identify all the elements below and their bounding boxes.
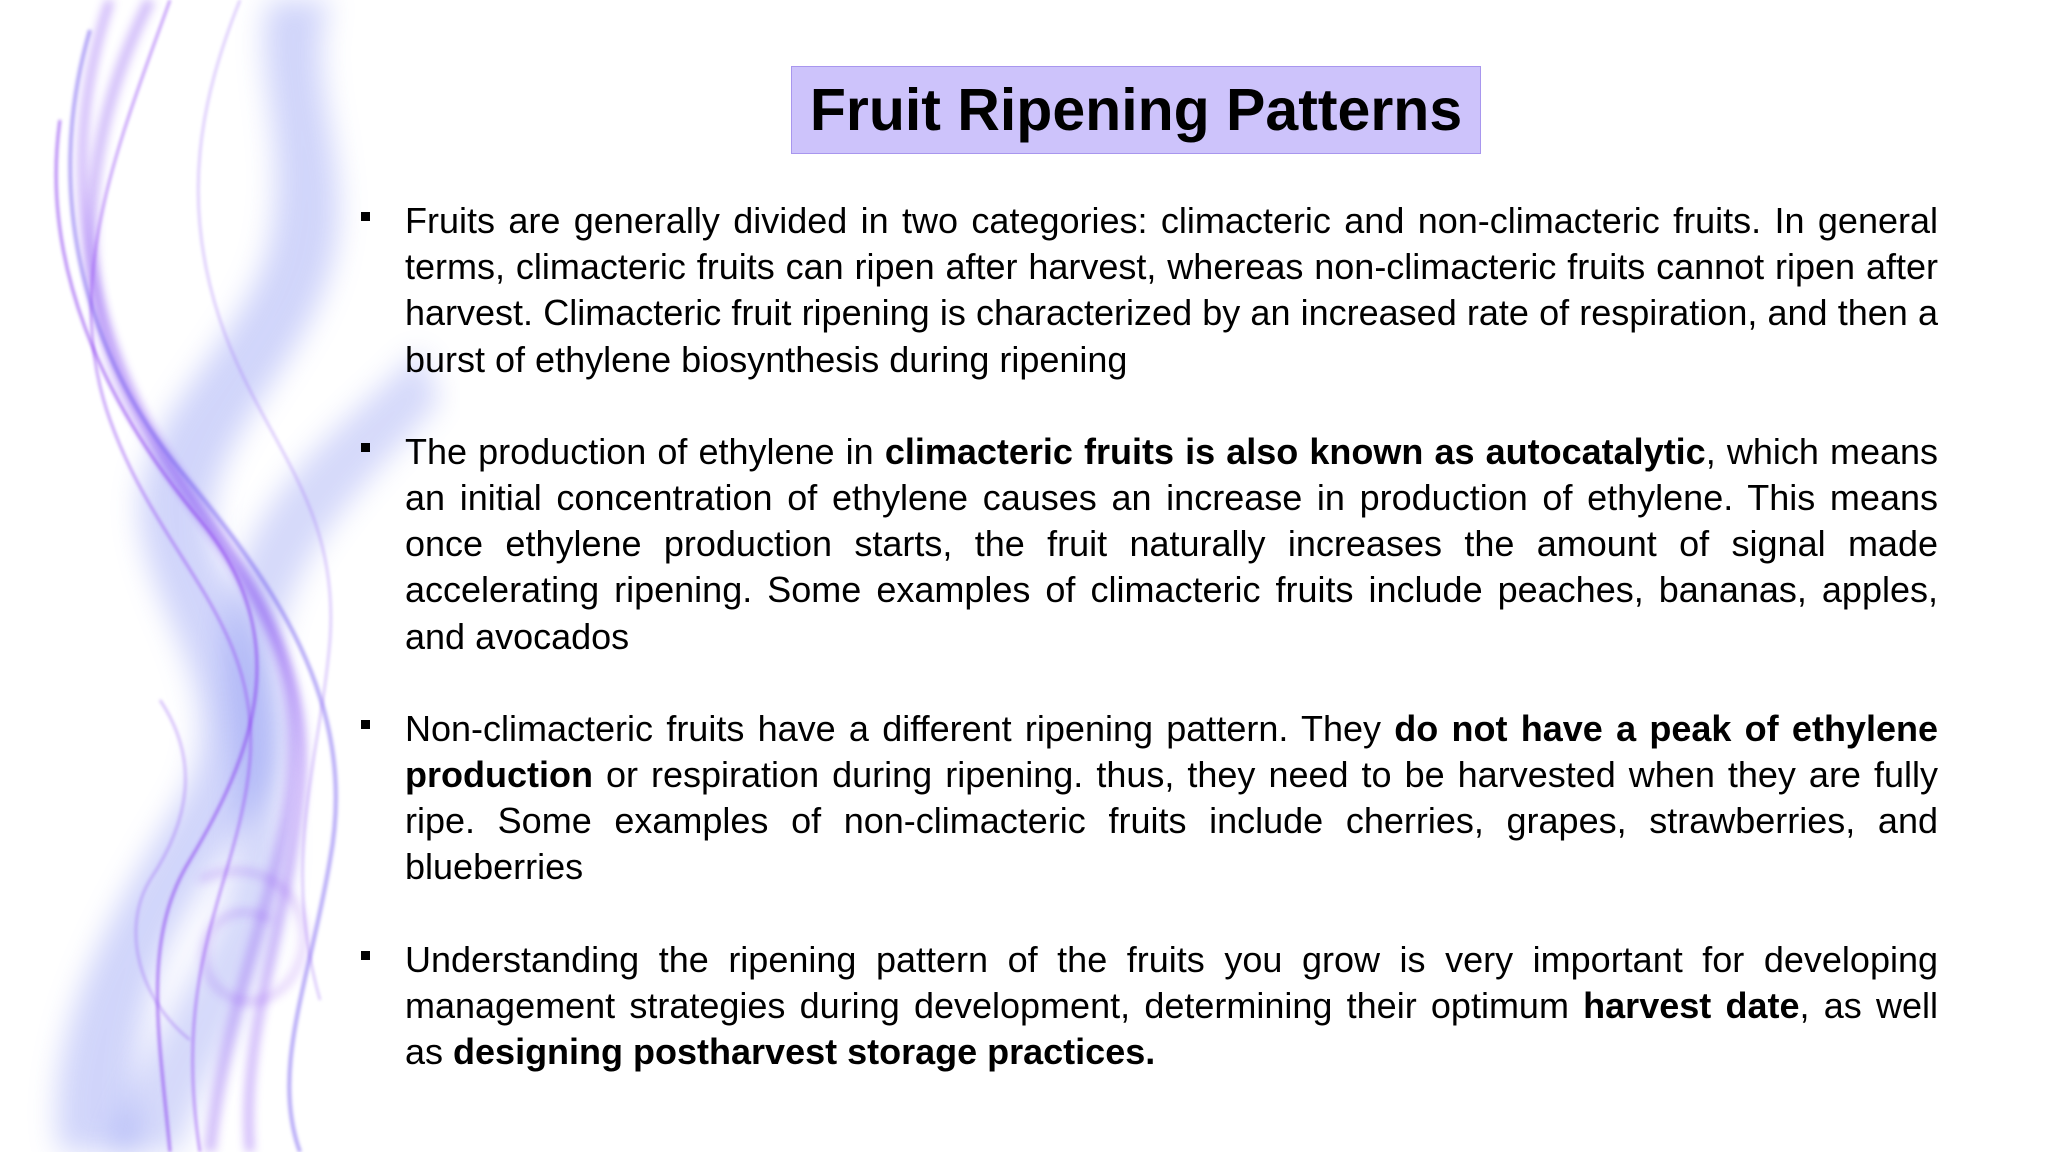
bullet-item [355,706,1938,891]
bullet-text: Fruits are generally divided in two categories: climacteric and non-climacteric fruits. In general terms, climacteric fruits can ripen after harvest, whereas non-climacteric fruits cannot ripen after harvest. Climacteric fruit ripening is characterized by an increased rate of respiration, and then a burst of ethylene biosynthesis during ripening [405,200,1938,380]
bullet-text: or respiration during ripening. thus, they need to be harvested when they are fully ripe. Some examples of non-climacteric fruits include cherries, grapes, strawberries, and blueberries [405,754,1938,888]
title-box [791,66,1481,154]
slide-title: Fruit Ripening Patterns [809,76,1463,143]
bullet-item [355,937,1938,1076]
bullet-item [355,198,1938,383]
bullet-text-bold: do not have a peak of ethylene production [405,707,1938,796]
square-bullet-icon [361,443,370,452]
bullet-text: The production of ethylene in [405,430,885,472]
bullet-list [355,198,1938,1075]
bullet-text: , which means an initial concentration of ethylene causes an increase in production of ethylene. This means once ethylene production starts, the fruit naturally increases the amount of signal made accelerating ripening. Some examples of climacteric fruits include peaches, bananas, apples, and avocados [405,430,1939,657]
square-bullet-icon [361,720,370,729]
bullet-text: , as well as [405,984,1938,1073]
square-bullet-icon [361,951,370,960]
bullet-item [355,429,1938,660]
bullet-text-bold: harvest date [1583,984,1800,1026]
square-bullet-icon [361,212,370,221]
bullet-text-bold: designing postharvest storage practices. [453,1031,1156,1073]
bullet-text: Understanding the ripening pattern of the fruits you grow is very important for developing management strategies during development, determining their optimum [405,938,1938,1026]
bullet-text: Non-climacteric fruits have a different ripening pattern. They [405,707,1395,749]
bullet-text-bold: climacteric fruits is also known as autocatalytic [884,430,1706,472]
